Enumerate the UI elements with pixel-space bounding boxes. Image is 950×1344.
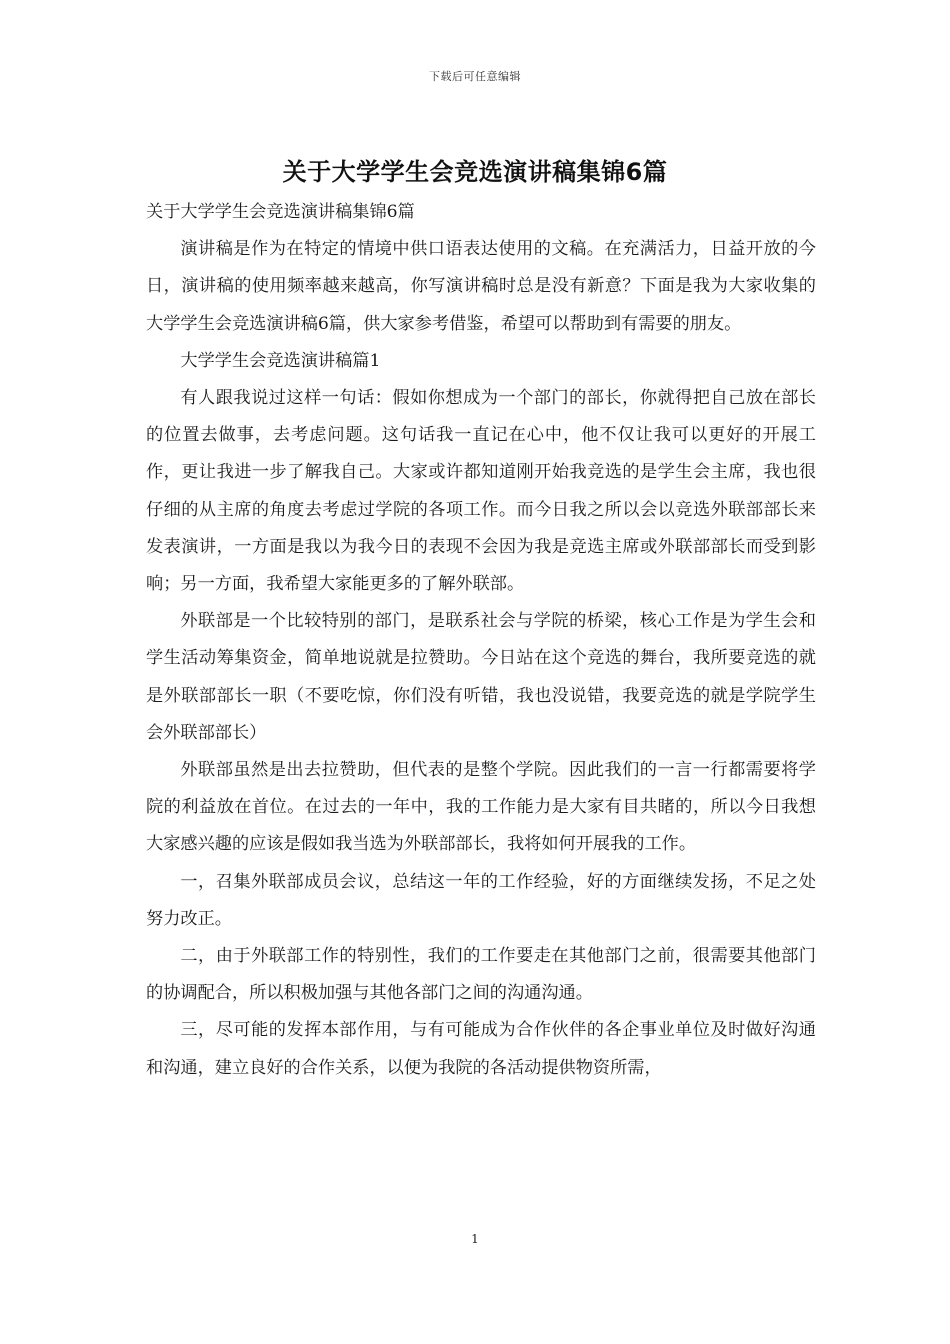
document-body [146, 194, 816, 1087]
subtitle-paragraph: 关于大学学生会竞选演讲稿集锦6篇 [146, 202, 415, 222]
section-heading: 大学学生会竞选演讲稿篇1 [180, 350, 381, 371]
list-paragraph: 一，召集外联部成员会议，总结这一年的工作经验，好的方面继续发扬，不足之处努力改正。 [146, 871, 816, 929]
body-paragraph: 外联部是一个比较特别的部门，是联系社会与学院的桥梁，核心工作是为学生会和学生活动筹集资金，简单地说就是拉赞助。今日站在这个竞选的舞台，我所要竞选的就是外联部部长一职（不要吃惊，你们没有听错，我也没说错，我要竞选的就是学院学生会外联部部长） [146, 611, 816, 743]
list-paragraph: 三，尽可能的发挥本部作用，与有可能成为合作伙伴的各企事业单位及时做好沟通和沟通，建立良好的合作关系，以便为我院的各活动提供物资所需， [146, 1020, 816, 1078]
page-number: 1 [471, 1232, 479, 1246]
body-paragraph: 外联部虽然是出去拉赞助，但代表的是整个学院。因此我们的一言一行都需要将学院的利益放在首位。在过去的一年中，我的工作能力是大家有目共睹的，所以今日我想大家感兴趣的应该是假如我当选为外联部部长，我将如何开展我的工作。 [146, 760, 816, 855]
intro-paragraph: 演讲稿是作为在特定的情境中供口语表达使用的文稿。在充满活力，日益开放的今日，演讲稿的使用频率越来越高，你写演讲稿时总是没有新意？下面是我为大家收集的大学学生会竞选演讲稿6篇，供大家参考借鉴，希望可以帮助到有需要的朋友。 [146, 239, 816, 334]
header-note: 下载后可任意编辑 [429, 70, 521, 83]
body-paragraph: 有人跟我说过这样一句话：假如你想成为一个部门的部长，你就得把自己放在部长的位置去做事，去考虑问题。这句话我一直记在心中，他不仅让我可以更好的开展工作，更让我进一步了解我自己。大家或许都知道刚开始我竞选的是学生会主席，我也很仔细的从主席的角度去考虑过学院的各项工作。而今日我之所以会以竞选外联部部长来发表演讲，一方面是我以为我今日的表现不会因为我是竞选主席或外联部部长而受到影响；另一方面，我希望大家能更多的了解外联部。 [146, 388, 816, 595]
document-title: 关于大学学生会竞选演讲稿集锦6篇 [282, 158, 668, 186]
list-paragraph: 二，由于外联部工作的特别性，我们的工作要走在其他部门之前，很需要其他部门的协调配合，所以积极加强与其他各部门之间的沟通沟通。 [146, 946, 816, 1004]
